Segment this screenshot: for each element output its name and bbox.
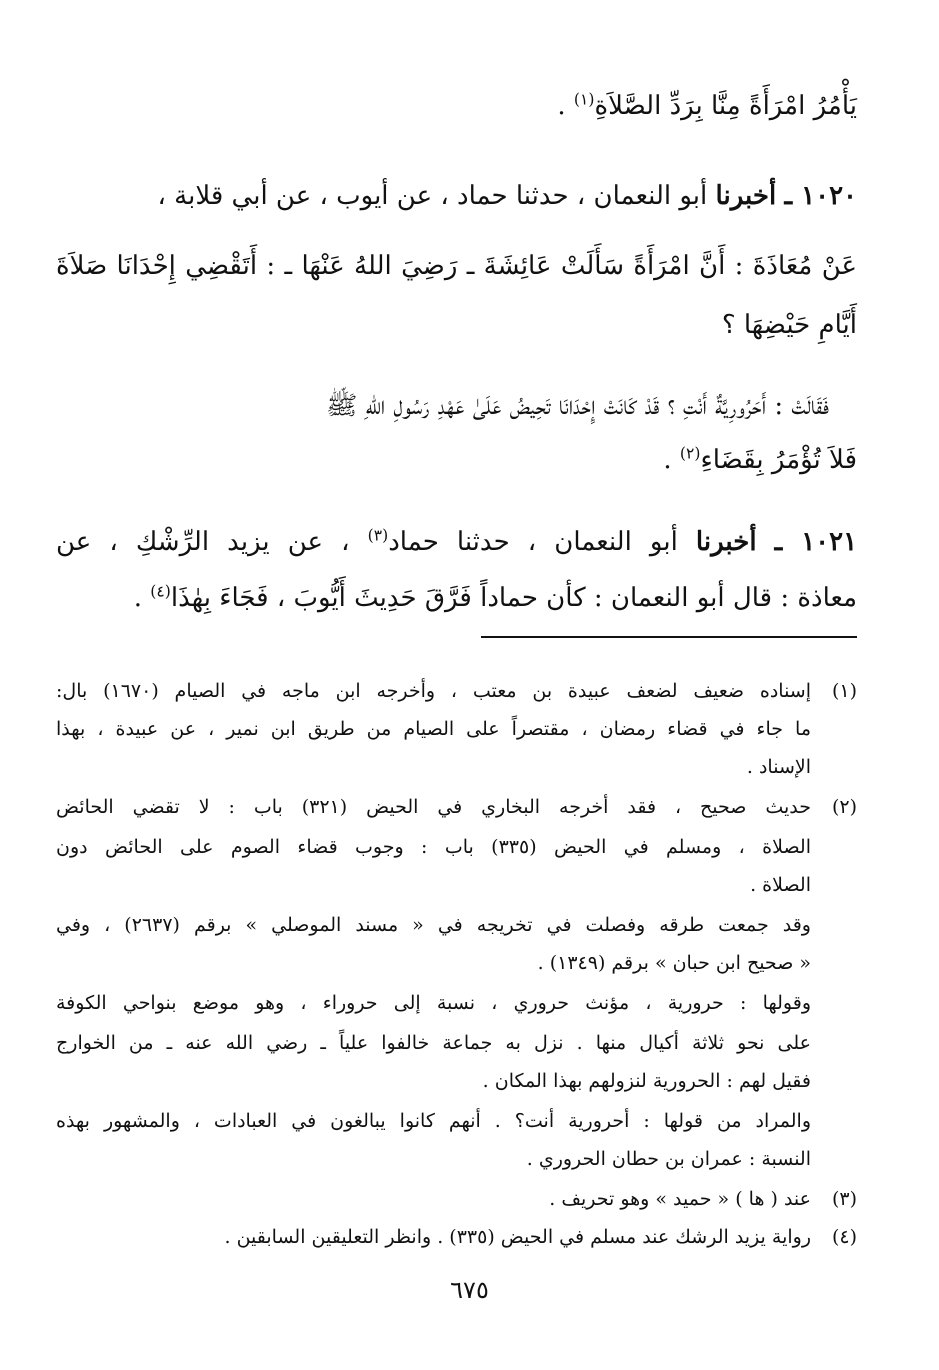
- footnote-1-line-3: الإسناد .: [746, 756, 811, 778]
- footnote-ref-3: (٣): [367, 526, 389, 545]
- text-segment: ، عن يزيد الرِّشْكِ ، عن: [56, 527, 368, 557]
- footnote-2-line-2: الصلاة ، ومسلم في الحيض (٣٣٥) باب : وجوب قضاء الصوم على الحائض دون: [56, 836, 811, 858]
- footnote-number-4: (٤): [831, 1226, 857, 1248]
- text-segment: فَلاَ تُؤْمَرُ بِقَضَاءِ: [700, 445, 857, 475]
- footnote-number-1: (١): [831, 680, 857, 702]
- hadith-1020-isnad: [56, 176, 857, 216]
- footnote-number-3: (٣): [831, 1188, 857, 1210]
- hadith-1021-isnad: [56, 522, 857, 562]
- footnote-ref-1: (١): [573, 90, 595, 109]
- footnote-2-line-10: النسبة : عمران بن حطان الحروري .: [526, 1148, 811, 1170]
- hadith-number: ١٠٢٠ ـ: [784, 181, 857, 211]
- hadith-1020-matn-line-1: عَنْ مُعَاذَةَ : أَنَّ امْرَأَةً سَأَلَتْ عَائِشَةَ ـ رَضِيَ اللهُ عَنْهَا ـ : أَتَقْضِي إِحْدَانَا صَلاَةَ: [56, 251, 858, 281]
- hadith-1020-matn-line-2: أَيَّامِ حَيْضِهَا ؟: [721, 310, 857, 340]
- narration-keyword: أخبرنا: [715, 181, 777, 211]
- footnote-2-line-7: على نحو ثلاثة أكيال منها . نزل به جماعة خالفوا علياً ـ رضي الله عنه ـ من الخوارج: [56, 1032, 811, 1054]
- hadith-1020-matn-line-3: فَقَالَتْ : أَحَرُورِيَّةٌ أَنْتِ ؟ قَدْ كَانَتْ إِحْدَانَا تَحِيضُ عَلَىٰ عَهْدِ رَسُولِ اللهِ ﷺ: [325, 391, 829, 421]
- footnote-2-line-9: والمراد من قولها : أحرورية أنت؟ . أنهم كانوا يبالغون في العبادات ، والمشهور بهذه: [56, 1110, 811, 1132]
- footnote-2-line-3: الصلاة .: [750, 874, 811, 896]
- text-segment: يَأْمُرُ امْرَأَةً مِنَّا بِرَدِّ الصَّلاَةِ: [594, 91, 857, 121]
- footnote-separator: [481, 636, 857, 638]
- footnote-1-line-2: ما جاء في قضاء رمضان ، مقتصراً على الصيام من طريق ابن نمير ، عن عبيدة ، بهذا: [56, 718, 811, 740]
- text-segment: .: [663, 445, 680, 475]
- footnote-3-line-1: عند ( ها ) « حميد » وهو تحريف .: [549, 1188, 811, 1210]
- footnote-2-line-8: فقيل لهم : الحرورية لنزولهم بهذا المكان .: [482, 1070, 811, 1092]
- hadith-number: ١٠٢١ ـ: [774, 527, 858, 557]
- hadith-1021-text: [56, 578, 857, 618]
- footnote-2-line-5: « صحيح ابن حبان » برقم (١٣٤٩) .: [537, 952, 811, 974]
- footnote-number-2: (٢): [831, 796, 857, 818]
- footnote-4-line-1: رواية يزيد الرشك عند مسلم في الحيض (٣٣٥) . وانظر التعليقين السابقين .: [224, 1226, 811, 1248]
- hadith-1020-matn-line-4: [56, 440, 857, 480]
- text-segment: .: [557, 91, 574, 121]
- text-segment: أبو النعمان ، حدثنا حماد ، عن أيوب ، عن أبي قلابة ،: [157, 181, 716, 211]
- text-segment: معاذة : قال أبو النعمان : كأن حماداً فَرَّقَ حَدِيثَ أَيُّوبَ ، فَجَاءَ بِهٰذَا: [170, 583, 857, 613]
- text-segment: أبو النعمان ، حدثنا حماد: [388, 527, 696, 557]
- page-number: ٦٧٥: [450, 1276, 489, 1304]
- footnote-2-line-4: وقد جمعت طرقه وفصلت في تخريجه في « مسند الموصلي » برقم (٢٦٣٧) ، وفي: [56, 914, 811, 936]
- narration-keyword: أخبرنا: [695, 527, 757, 557]
- footnote-ref-4: (٤): [150, 582, 171, 601]
- text-segment: .: [133, 583, 151, 613]
- footnote-2-line-6: وقولها : حرورية ، مؤنث حروري ، نسبة إلى حروراء ، وهو موضع بنواحي الكوفة: [56, 992, 811, 1014]
- hadith-1019-ending: [56, 86, 857, 126]
- footnote-ref-2: (٢): [679, 444, 701, 463]
- footnote-1-line-1: إسناده ضعيف لضعف عبيدة بن معتب ، وأخرجه ابن ماجه في الصيام (١٦٧٠) بال:: [56, 680, 811, 702]
- footnote-2-line-1: حديث صحيح ، فقد أخرجه البخاري في الحيض (٣٢١) باب : لا تقضي الحائض: [56, 796, 811, 818]
